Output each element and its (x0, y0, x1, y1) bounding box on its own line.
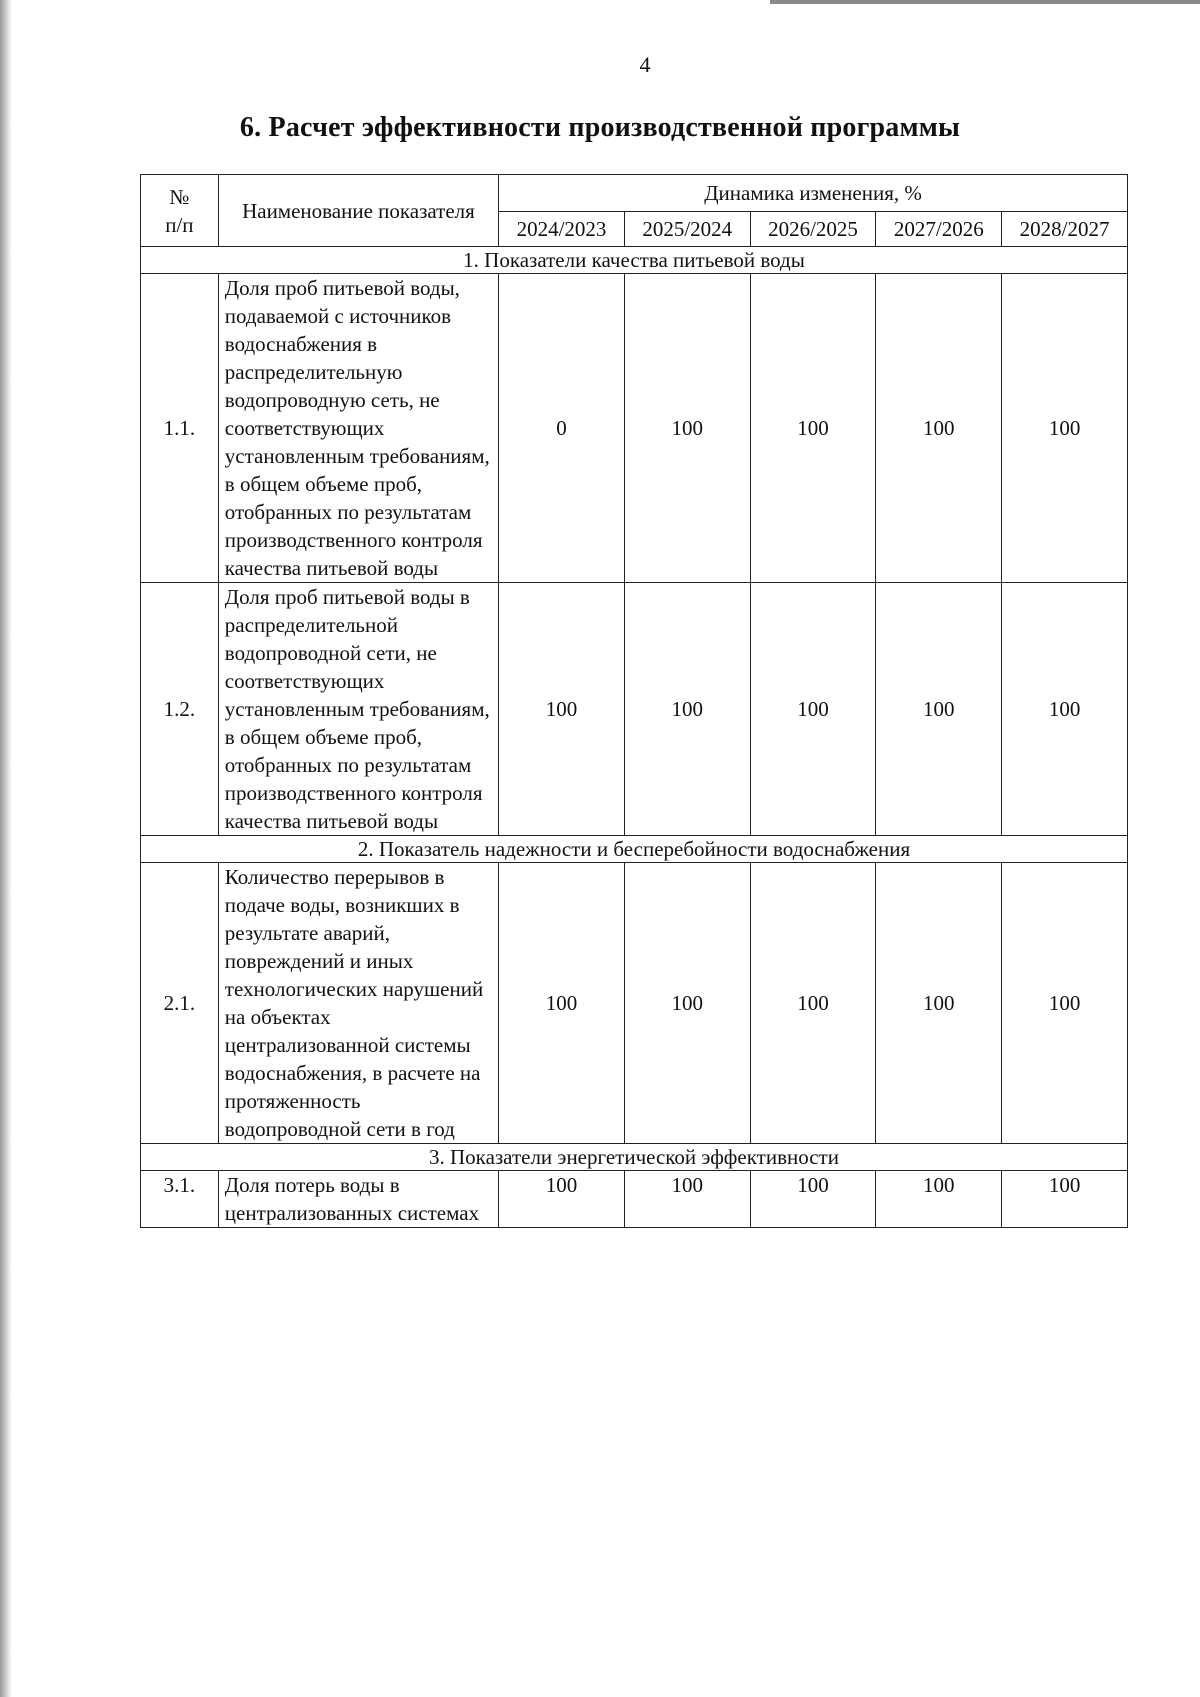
row-number: 1.1. (141, 274, 219, 583)
page-number: 4 (639, 52, 651, 77)
value-cell: 100 (750, 1171, 876, 1228)
section-title: 1. Показатели качества питьевой воды (141, 247, 1128, 274)
value-cell: 100 (1002, 274, 1128, 583)
indicator-name: Доля проб питьевой воды в распределительной водопроводной сети, не соответствующих установленным требованиям, в общем объеме проб, отобранных по результатам производственного контроля качества питьевой воды (218, 583, 498, 836)
value-cell: 100 (876, 1171, 1002, 1228)
value-cell: 100 (624, 863, 750, 1144)
header-year: 2025/2024 (624, 212, 750, 247)
section-row (141, 247, 1128, 274)
value-cell: 0 (499, 274, 625, 583)
row-number: 1.2. (141, 583, 219, 836)
section-title: 2. Показатель надежности и бесперебойности водоснабжения (141, 836, 1128, 863)
table-row (141, 1171, 1128, 1228)
header-dynamics: Динамика изменения, % (499, 175, 1128, 212)
document-title: 6. Расчет эффективности производственной программы (239, 112, 961, 143)
value-cell: 100 (1002, 583, 1128, 836)
value-cell: 100 (1002, 1171, 1128, 1228)
section-row (141, 836, 1128, 863)
indicator-name: Доля потерь воды в централизованных системах (218, 1171, 498, 1228)
value-cell: 100 (750, 583, 876, 836)
table-row (141, 274, 1128, 583)
value-cell: 100 (624, 1171, 750, 1228)
table-row (141, 583, 1128, 836)
value-cell: 100 (750, 863, 876, 1144)
row-number: 2.1. (141, 863, 219, 1144)
scan-edge-top (770, 0, 1200, 4)
indicator-name: Доля проб питьевой воды, подаваемой с источников водоснабжения в распределительную водопроводную сеть, не соответствующих установленным требованиям, в общем объеме проб, отобранных по результатам производственного контроля качества питьевой воды (218, 274, 498, 583)
value-cell: 100 (876, 274, 1002, 583)
section-row (141, 1144, 1128, 1171)
header-year: 2026/2025 (750, 212, 876, 247)
header-year: 2027/2026 (876, 212, 1002, 247)
scan-edge-left (0, 0, 12, 1697)
table-row (141, 863, 1128, 1144)
section-title: 3. Показатели энергетической эффективности (141, 1144, 1128, 1171)
value-cell: 100 (499, 1171, 625, 1228)
value-cell: 100 (876, 583, 1002, 836)
header-year: 2024/2023 (499, 212, 625, 247)
value-cell: 100 (499, 583, 625, 836)
row-number: 3.1. (141, 1171, 219, 1228)
value-cell: 100 (750, 274, 876, 583)
value-cell: 100 (624, 274, 750, 583)
value-cell: 100 (876, 863, 1002, 1144)
header-year: 2028/2027 (1002, 212, 1128, 247)
indicator-name: Количество перерывов в подаче воды, возникших в результате аварий, повреждений и иных технологических нарушений на объектах централизованной системы водоснабжения, в расчете на протяженность водопроводной сети в год (218, 863, 498, 1144)
value-cell: 100 (1002, 863, 1128, 1144)
value-cell: 100 (624, 583, 750, 836)
header-indicator-name: Наименование показателя (218, 175, 498, 247)
header-number: № п/п (141, 175, 219, 247)
efficiency-table (140, 174, 1128, 1228)
value-cell: 100 (499, 863, 625, 1144)
